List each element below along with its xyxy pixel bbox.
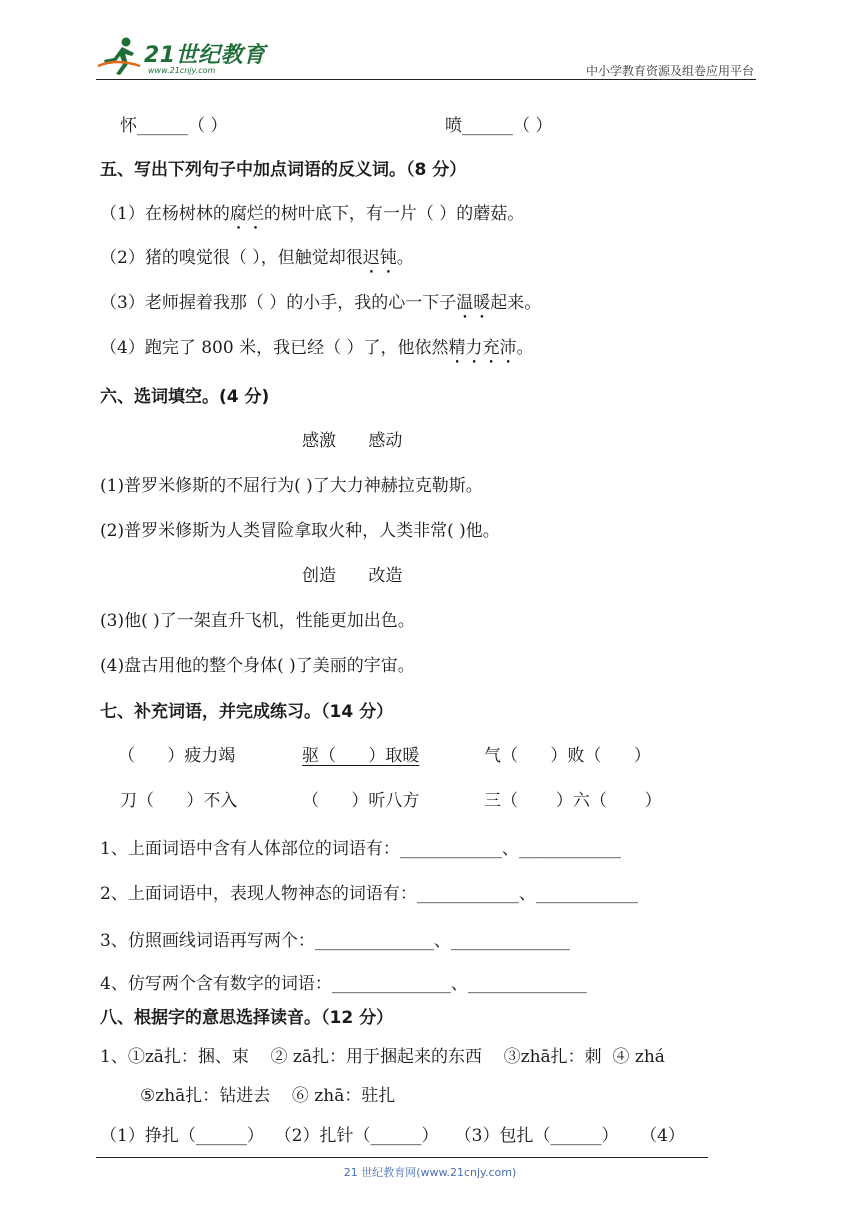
s7-question-2: 2、上面词语中，表现人物神态的词语有：____________、____________	[100, 884, 638, 904]
s6-question-3: (3)他( )了一架直升飞机，性能更加出色。	[100, 611, 415, 631]
s7-question-1: 1、上面词语中含有人体部位的词语有：____________、____________	[100, 839, 621, 859]
s5-q1-dotted-word: 腐烂	[229, 204, 264, 224]
s5-q2-dotted-word: 迟钝	[362, 248, 397, 268]
s5-question-3	[100, 288, 541, 323]
logo-text: 21世纪教育	[144, 43, 266, 68]
fill-in-pen: 喷______（ ）	[445, 116, 553, 136]
s7-idiom-3: 气（ ）败（ ）	[484, 746, 651, 766]
site-logo	[96, 36, 266, 80]
s5-q4-post: 。	[516, 338, 534, 358]
s5-q3-pre: （3）老师握着我那（ ）的小手，我的心一下子	[100, 293, 457, 313]
s7-idiom-5: （ ）听八方	[302, 791, 420, 811]
s7-idiom-2-underlined: 驱（ ）取暖	[302, 746, 420, 766]
s7-question-4: 4、仿写两个含有数字的词语：______________、______________	[100, 974, 587, 994]
s5-q2-post: 。	[396, 248, 414, 268]
fill-in-huai: 怀______（ ）	[120, 116, 228, 136]
s5-q4-dotted-word: 精力充沛	[448, 338, 517, 358]
s7-idiom-4: 刀（ ）不入	[120, 791, 238, 811]
footer-text[interactable]: 21 世纪教育网(www.21cnjy.com)	[343, 1166, 517, 1179]
runner-logo-icon	[96, 36, 144, 76]
header-platform-text: 中小学教育资源及组卷应用平台	[585, 64, 754, 78]
s5-question-2	[100, 243, 414, 278]
section-6-title: 六、选词填空。(4 分)	[100, 387, 270, 407]
s5-q3-post: 起来。	[490, 293, 542, 313]
s5-q3-dotted-word: 温暖	[456, 293, 491, 313]
s8-questions: （1）挣扎（______） （2）扎针（______） （3）包扎（______） （4）	[100, 1126, 685, 1146]
s6-word-choices-2: 创造 改造	[302, 566, 403, 586]
s5-q4-pre: （4）跑完了 800 米，我已经（ ）了，他依然	[100, 338, 449, 358]
s5-q1-post: 的树叶底下，有一片（ ）的蘑菇。	[263, 204, 525, 224]
section-7-title: 七、补充词语，并完成练习。（14 分）	[100, 702, 394, 722]
s7-idiom-1: （ ）疲力竭	[118, 746, 236, 766]
s5-question-1	[100, 199, 524, 234]
section-8-title: 八、根据字的意思选择读音。（12 分）	[100, 1008, 394, 1028]
s6-question-4: (4)盘古用他的整个身体( )了美丽的宇宙。	[100, 656, 415, 676]
header-divider	[96, 79, 756, 80]
s7-idiom-6: 三（ ）六（ ）	[484, 791, 662, 811]
s5-q1-pre: （1）在杨树林的	[100, 204, 230, 224]
s5-q2-pre: （2）猪的嗅觉很（ ），但触觉却很	[100, 248, 363, 268]
footer-divider	[96, 1157, 708, 1158]
logo-url: www.21cnjy.com	[148, 66, 216, 75]
s5-question-4	[100, 333, 533, 368]
s6-question-2: (2)普罗米修斯为人类冒险拿取火种，人类非常( )他。	[100, 521, 500, 541]
s8-options-2: ⑤zhā扎：钻进去 ⑥ zhā：驻扎	[140, 1086, 396, 1106]
s7-question-3: 3、仿照画线词语再写两个：______________、______________	[100, 931, 570, 951]
s6-word-choices-1: 感激 感动	[302, 431, 403, 451]
section-5-title: 五、写出下列句子中加点词语的反义词。（8 分）	[100, 160, 467, 180]
s6-question-1: (1)普罗米修斯的不屈行为( )了大力神赫拉克勒斯。	[100, 476, 483, 496]
s8-options-1: 1、①zā扎：捆、束 ② zā扎：用于捆起来的东西 ③zhā扎：刺 ④ zhá	[100, 1047, 665, 1067]
